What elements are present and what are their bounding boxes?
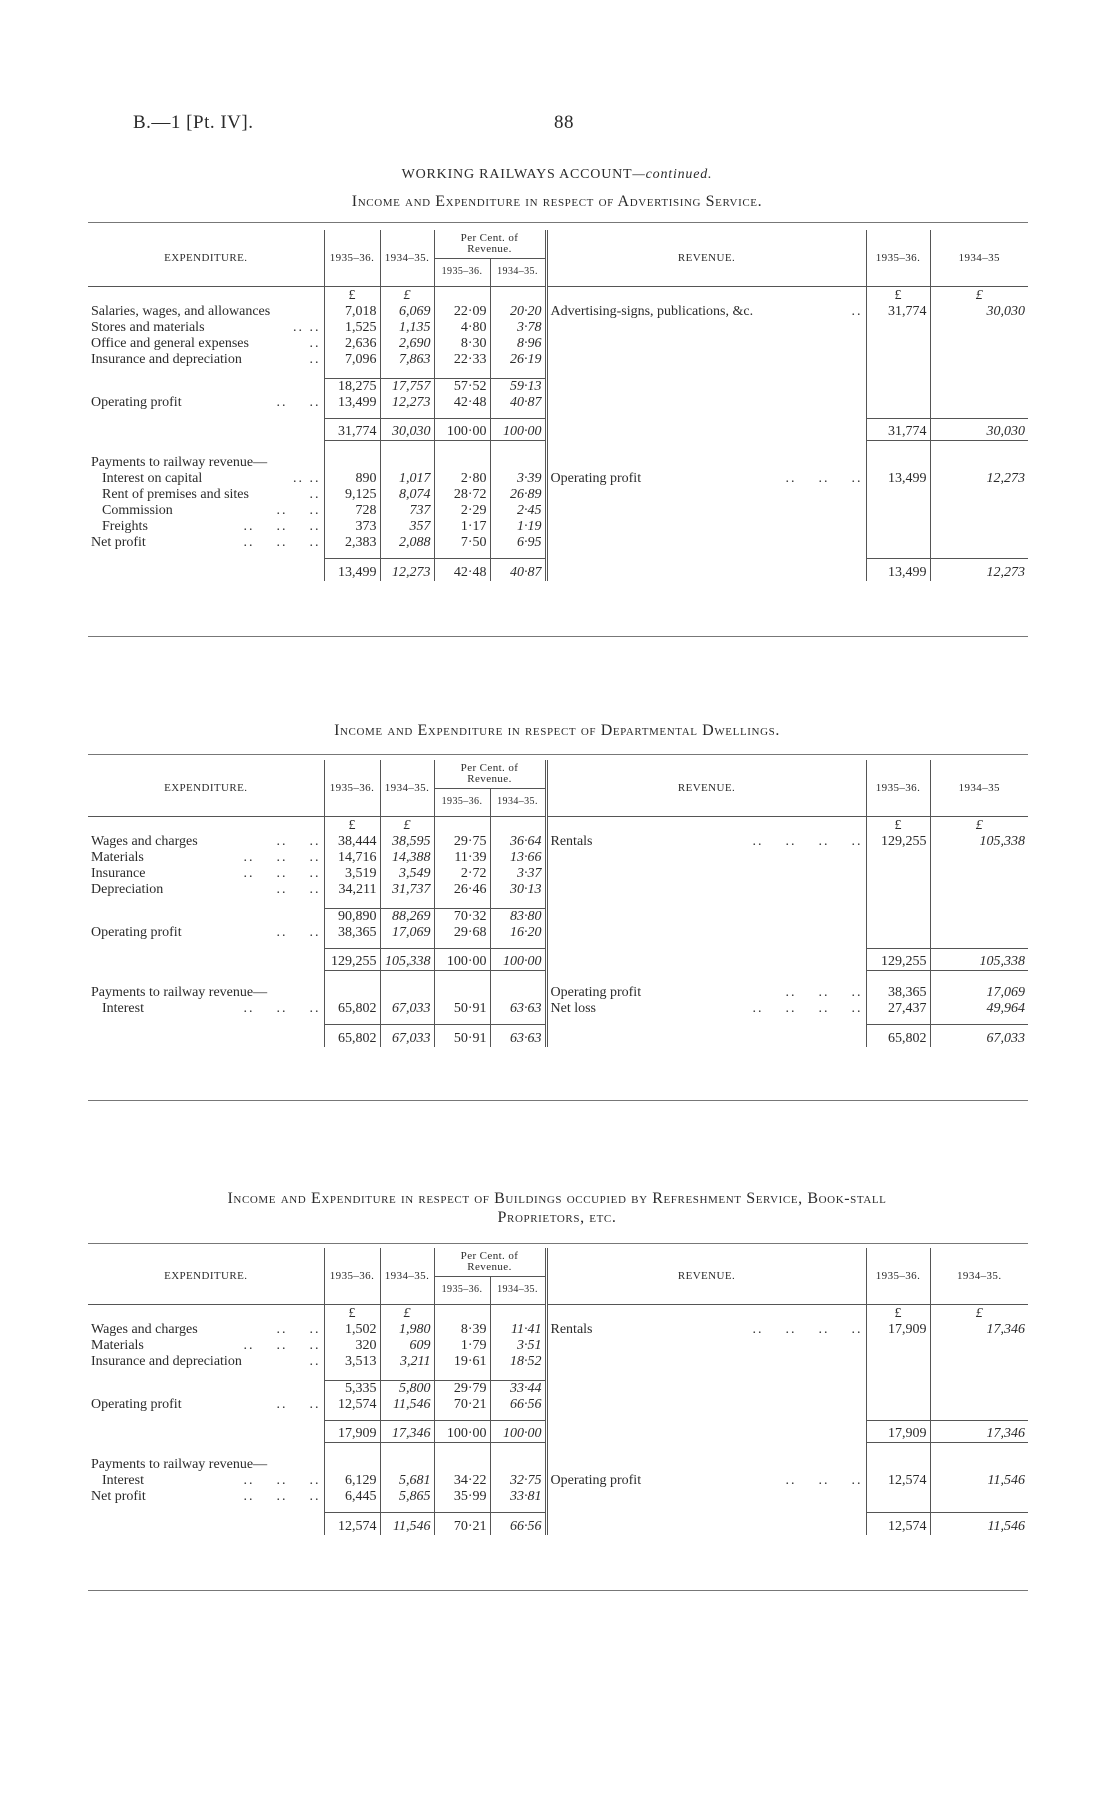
row-label-text: Insurance [91,866,146,881]
pound-sign: £ [866,286,930,304]
revenue-label-text: Net loss [550,1000,596,1016]
percent-1934: 13·66 [490,850,546,866]
value-1934: 5,681 [380,1473,434,1489]
col-header-pc-1935: 1935–36. [434,258,490,286]
total-pc-1935: 100·00 [434,1421,490,1443]
pound-sign: £ [324,816,380,834]
row-label: Operating profit .. .. [91,924,321,940]
percent-1934: 30·13 [490,882,546,898]
net-profit-row [88,535,1028,551]
percent-1935: 2·80 [434,471,490,487]
value-1935: 65,802 [324,1001,380,1017]
total-pc-1935: 100·00 [434,949,490,971]
revenue-1935: 27,437 [866,1001,930,1017]
percent-1934: 18·52 [490,1354,546,1370]
pound-sign: £ [930,816,1028,834]
revenue-total-1935: 17,909 [866,1421,930,1443]
section-rule [88,1590,1028,1591]
percent-1935: 29·75 [434,834,490,850]
total-row [88,419,1028,441]
row-label-text: Stores and materials [91,320,205,335]
revenue-total-1935: 129,255 [866,949,930,971]
revenue-total-1934: 12,273 [930,559,1028,581]
percent-1935: 35·99 [434,1489,490,1505]
subtotal-pc-1934: 83·80 [490,908,546,925]
total-row [88,1421,1028,1443]
value-1934: 2,690 [380,336,434,352]
table-row [88,1354,1028,1370]
percent-1934: 20·20 [490,304,546,320]
percent-1935: 2·29 [434,503,490,519]
row-label: Insurance and depreciation .. [91,352,321,367]
percent-1935: 34·22 [434,1473,490,1489]
section-rule [88,636,1028,637]
page-reference: B.—1 [Pt. IV]. [133,112,254,133]
value-1935: 9,125 [324,487,380,503]
table-row [88,471,1028,487]
col-header-expenditure: EXPENDITURE. [164,251,248,264]
col-header-rev-1934: 1934–35. [930,1248,1028,1304]
row-label: Net profit .. .. .. [91,1488,321,1504]
value-1935: 14,716 [324,850,380,866]
value-1935: 3,519 [324,866,380,882]
row-label-text: Freights [102,518,148,534]
row-label-text: Insurance and depreciation [91,352,242,367]
advertising-table [88,230,1028,581]
value-1935: 890 [324,471,380,487]
section-rule [88,754,1028,755]
subtotal-row [88,378,1028,395]
row-label-text: Depreciation [91,882,164,897]
percent-1935: 8·30 [434,336,490,352]
table-row [88,1473,1028,1489]
total-row [88,949,1028,971]
revenue-label-text: Operating profit [550,470,642,486]
col-header-rev-1934: 1934–35 [930,230,1028,286]
value-1934: 38,595 [380,834,434,850]
col-header-expenditure: EXPENDITURE. [164,1269,248,1282]
subtotal-pc-1935: 57·52 [434,378,490,395]
col-header-per-cent: Per Cent. of Revenue. [434,1248,546,1276]
revenue-1934: 12,273 [930,471,1028,487]
percent-1935: 29·68 [434,925,490,941]
subtotal-pc-1934: 59·13 [490,378,546,395]
total-pc-1935: 42·48 [434,559,490,581]
value-1935: 34,211 [324,882,380,898]
section-title-refreshment: Income and Expenditure in respect of Buildings occupied by Refreshment Service, Book-stall [227,1190,887,1207]
revenue-label-text: Operating profit [550,984,642,1000]
row-label: Commission .. .. [102,502,321,518]
table-row [88,850,1028,866]
percent-1934: 3·39 [490,471,546,487]
total-pc-1935: 70·21 [434,1513,490,1535]
section-rule [88,222,1028,223]
pound-sign: £ [930,286,1028,304]
table-row [88,882,1028,898]
operating-profit-row [88,925,1028,941]
total-1934: 12,273 [380,559,434,581]
percent-1935: 22·09 [434,304,490,320]
running-title [0,167,1114,183]
col-header-per-cent: Per Cent. of Revenue. [434,230,546,258]
pound-sign: £ [324,1304,380,1322]
row-label: Stores and materials .. .. [91,320,321,335]
value-1935: 6,129 [324,1473,380,1489]
row-label: Rent of premises and sites .. [102,486,321,502]
col-header-pc-1935: 1935–36. [434,788,490,816]
revenue-label: Advertising-signs, publications, &c. .. [546,304,866,320]
revenue-total-1935: 12,574 [866,1513,930,1535]
revenue-label: Operating profit .. .. .. [546,985,866,1001]
percent-1934: 3·78 [490,320,546,336]
percent-1935: 7·50 [434,535,490,551]
value-1934: 14,388 [380,850,434,866]
row-label: Interest .. .. .. [102,1000,321,1016]
table-row [88,1338,1028,1354]
section-title-advertising: Income and Expenditure in respect of Advertising Service. [351,193,763,210]
value-1935: 1,525 [324,320,380,336]
percent-1935: 8·39 [434,1322,490,1338]
table-row [88,1001,1028,1017]
percent-1934: 3·37 [490,866,546,882]
total-1935: 129,255 [324,949,380,971]
percent-1935: 1·79 [434,1338,490,1354]
revenue-1934: 17,069 [930,985,1028,1001]
value-1934: 3,549 [380,866,434,882]
col-header-revenue: REVENUE. [546,230,866,286]
total-pc-1935: 100·00 [434,419,490,441]
row-label-text: Operating profit [91,924,182,940]
row-label-text: Interest [102,1000,144,1016]
total-1935: 65,802 [324,1025,380,1047]
revenue-1934: 49,964 [930,1001,1028,1017]
value-1935: 7,096 [324,352,380,368]
percent-1934: 11·41 [490,1322,546,1338]
operating-profit-row [88,1397,1028,1413]
revenue-total-1934: 67,033 [930,1025,1028,1047]
value-1934: 1,017 [380,471,434,487]
percent-1934: 16·20 [490,925,546,941]
percent-1934: 6·95 [490,535,546,551]
value-1935: 2,636 [324,336,380,352]
total-pc-1934: 40·87 [490,559,546,581]
value-1934: 2,088 [380,535,434,551]
col-header-1935: 1935–36. [324,1248,380,1304]
row-label-text: Office and general expenses [91,336,249,351]
percent-1934: 3·51 [490,1338,546,1354]
row-label: Materials .. .. .. [91,1338,321,1353]
value-1934: 17,069 [380,925,434,941]
table-row [88,336,1028,352]
value-1935: 373 [324,519,380,535]
total-row [88,1513,1028,1535]
revenue-label: Operating profit .. .. .. [546,471,866,487]
subtotal-1934: 17,757 [380,378,434,395]
percent-1935: 42·48 [434,395,490,411]
row-label-text: Insurance and depreciation [91,1354,242,1369]
percent-1935: 26·46 [434,882,490,898]
revenue-1934: 105,338 [930,834,1028,850]
value-1935: 728 [324,503,380,519]
total-1935: 13,499 [324,559,380,581]
value-1934: 1,980 [380,1322,434,1338]
value-1934: 7,863 [380,352,434,368]
col-header-rev-1935: 1935–36. [866,760,930,816]
row-label-text: Operating profit [91,1396,182,1412]
pound-sign: £ [930,1304,1028,1322]
percent-1935: 22·33 [434,352,490,368]
col-header-rev-1935: 1935–36. [866,230,930,286]
row-label-text: Interest on capital [102,470,203,486]
revenue-total-1935: 31,774 [866,419,930,441]
value-1935: 7,018 [324,304,380,320]
payments-heading: Payments to railway revenue— [91,1456,268,1472]
subtotal-1935: 90,890 [324,908,380,925]
total-1935: 17,909 [324,1421,380,1443]
section-rule [88,1100,1028,1101]
value-1934: 8,074 [380,487,434,503]
value-1934: 5,865 [380,1489,434,1505]
row-label: Insurance and depreciation .. [91,1354,321,1369]
value-1934: 357 [380,519,434,535]
percent-1934: 26·89 [490,487,546,503]
revenue-1934: 11,546 [930,1473,1028,1489]
row-label-text: Net profit [91,534,146,550]
percent-1935: 70·21 [434,1397,490,1413]
row-label-text: Net profit [91,1488,146,1504]
revenue-1934: 30,030 [930,304,1028,320]
value-1935: 13,499 [324,395,380,411]
total-1934: 30,030 [380,419,434,441]
revenue-1935: 12,574 [866,1473,930,1489]
revenue-total-1935: 13,499 [866,559,930,581]
col-header-pc-1935: 1935–36. [434,1276,490,1304]
row-label: Interest .. .. .. [102,1472,321,1488]
col-header-1934: 1934–35. [380,760,434,816]
row-label: Insurance .. .. .. [91,866,321,881]
revenue-label: Rentals .. .. .. .. [546,834,866,850]
revenue-label: Net loss .. .. .. .. [546,1001,866,1017]
value-1934: 737 [380,503,434,519]
col-header-per-cent: Per Cent. of Revenue. [434,760,546,788]
row-label: Depreciation .. .. [91,882,321,897]
percent-1934: 33·81 [490,1489,546,1505]
percent-1934: 8·96 [490,336,546,352]
row-label: Operating profit .. .. [91,394,321,410]
table-row [88,304,1028,320]
total-pc-1934: 100·00 [490,949,546,971]
table-row [88,834,1028,850]
subtotal-row [88,908,1028,925]
total-row [88,559,1028,581]
table-row [88,1322,1028,1338]
value-1934: 1,135 [380,320,434,336]
revenue-label: Operating profit .. .. .. [546,1473,866,1489]
total-1934: 105,338 [380,949,434,971]
percent-1934: 2·45 [490,503,546,519]
revenue-label-text: Rentals [550,1322,593,1337]
table-row [88,519,1028,535]
table-row [88,503,1028,519]
table-row [88,320,1028,336]
subtotal-1935: 5,335 [324,1380,380,1397]
pound-sign: £ [380,1304,434,1322]
total-1935: 12,574 [324,1513,380,1535]
row-label-text: Operating profit [91,394,182,410]
payments-heading: Payments to railway revenue— [91,984,268,1000]
section-title-dwellings: Income and Expenditure in respect of Departmental Dwellings. [334,722,780,739]
dwellings-table [88,760,1028,1047]
subtotal-1934: 5,800 [380,1380,434,1397]
revenue-1935: 17,909 [866,1322,930,1338]
percent-1935: 4·80 [434,320,490,336]
net-profit-row [88,1489,1028,1505]
revenue-1934: 17,346 [930,1322,1028,1338]
total-pc-1934: 63·63 [490,1025,546,1047]
col-header-1935: 1935–36. [324,230,380,286]
row-label: Net profit .. .. .. [91,534,321,550]
col-header-1934: 1934–35. [380,230,434,286]
percent-1935: 19·61 [434,1354,490,1370]
percent-1934: 1·19 [490,519,546,535]
revenue-total-1934: 105,338 [930,949,1028,971]
col-header-rev-1935: 1935–36. [866,1248,930,1304]
subtotal-1934: 88,269 [380,908,434,925]
revenue-label-text: Operating profit [550,1472,642,1488]
revenue-total-1934: 30,030 [930,419,1028,441]
pound-sign: £ [866,816,930,834]
refreshment-table [88,1248,1028,1535]
value-1935: 3,513 [324,1354,380,1370]
row-label: Operating profit .. .. [91,1396,321,1412]
col-header-revenue: REVENUE. [546,760,866,816]
page-number: 88 [554,112,574,133]
revenue-label-text: Advertising-signs, publications, &c. [550,304,754,319]
revenue-label: Rentals .. .. .. .. [546,1322,866,1338]
row-label: Freights .. .. .. [102,518,321,534]
revenue-label-text: Rentals [550,834,593,849]
col-header-1935: 1935–36. [324,760,380,816]
subtotal-pc-1935: 29·79 [434,1380,490,1397]
row-label-text: Wages and charges [91,1322,198,1337]
row-label: Interest on capital .. .. [102,470,321,486]
percent-1935: 1·17 [434,519,490,535]
row-label-text: Interest [102,1472,144,1488]
section-rule [88,1243,1028,1244]
total-pc-1934: 100·00 [490,1421,546,1443]
percent-1934: 32·75 [490,1473,546,1489]
pound-sign: £ [380,286,434,304]
table-row [88,487,1028,503]
subtotal-pc-1935: 70·32 [434,908,490,925]
total-row [88,1025,1028,1047]
subtotal-row [88,1380,1028,1397]
subtotal-1935: 18,275 [324,378,380,395]
row-label-text: Rent of premises and sites [102,486,249,502]
row-label: Materials .. .. .. [91,850,321,865]
total-1935: 31,774 [324,419,380,441]
table-row [88,866,1028,882]
row-label-text: Materials [91,850,144,865]
section-title-refreshment-2: Proprietors, etc. [497,1209,617,1226]
running-title-suffix: —continued. [632,167,713,182]
row-label: Wages and charges .. .. [91,1322,321,1337]
percent-1934: 40·87 [490,395,546,411]
revenue-total-1935: 65,802 [866,1025,930,1047]
total-1934: 11,546 [380,1513,434,1535]
col-header-expenditure: EXPENDITURE. [164,781,248,794]
value-1934: 609 [380,1338,434,1354]
total-pc-1935: 50·91 [434,1025,490,1047]
row-label-text: Materials [91,1338,144,1353]
revenue-1935: 38,365 [866,985,930,1001]
value-1934: 11,546 [380,1397,434,1413]
row-label: Office and general expenses .. [91,336,321,351]
row-label: Salaries, wages, and allowances [91,304,271,319]
row-label: Wages and charges .. .. [91,834,321,849]
revenue-1935: 129,255 [866,834,930,850]
total-pc-1934: 100·00 [490,419,546,441]
value-1935: 320 [324,1338,380,1354]
col-header-pc-1934: 1934–35. [490,1276,546,1304]
percent-1934: 26·19 [490,352,546,368]
revenue-total-1934: 17,346 [930,1421,1028,1443]
value-1935: 1,502 [324,1322,380,1338]
value-1935: 2,383 [324,535,380,551]
value-1934: 12,273 [380,395,434,411]
value-1935: 6,445 [324,1489,380,1505]
percent-1935: 28·72 [434,487,490,503]
row-label-text: Wages and charges [91,834,198,849]
col-header-pc-1934: 1934–35. [490,258,546,286]
total-1934: 67,033 [380,1025,434,1047]
subtotal-pc-1934: 33·44 [490,1380,546,1397]
operating-profit-row [88,395,1028,411]
value-1935: 38,444 [324,834,380,850]
revenue-total-1934: 11,546 [930,1513,1028,1535]
col-header-1934: 1934–35. [380,1248,434,1304]
running-title-main: WORKING RAILWAYS ACCOUNT [401,167,633,182]
value-1934: 31,737 [380,882,434,898]
table-row [88,352,1028,368]
percent-1934: 36·64 [490,834,546,850]
percent-1934: 63·63 [490,1001,546,1017]
row-label-text: Commission [102,502,173,518]
value-1935: 38,365 [324,925,380,941]
total-pc-1934: 66·56 [490,1513,546,1535]
percent-1935: 11·39 [434,850,490,866]
percent-1935: 50·91 [434,1001,490,1017]
revenue-1935: 13,499 [866,471,930,487]
value-1934: 67,033 [380,1001,434,1017]
col-header-pc-1934: 1934–35. [490,788,546,816]
value-1934: 6,069 [380,304,434,320]
value-1934: 3,211 [380,1354,434,1370]
pound-sign: £ [324,286,380,304]
percent-1935: 2·72 [434,866,490,882]
col-header-rev-1934: 1934–35 [930,760,1028,816]
total-1934: 17,346 [380,1421,434,1443]
pound-sign: £ [866,1304,930,1322]
col-header-revenue: REVENUE. [546,1248,866,1304]
revenue-1935: 31,774 [866,304,930,320]
percent-1934: 66·56 [490,1397,546,1413]
payments-heading: Payments to railway revenue— [91,454,268,470]
value-1935: 12,574 [324,1397,380,1413]
pound-sign: £ [380,816,434,834]
